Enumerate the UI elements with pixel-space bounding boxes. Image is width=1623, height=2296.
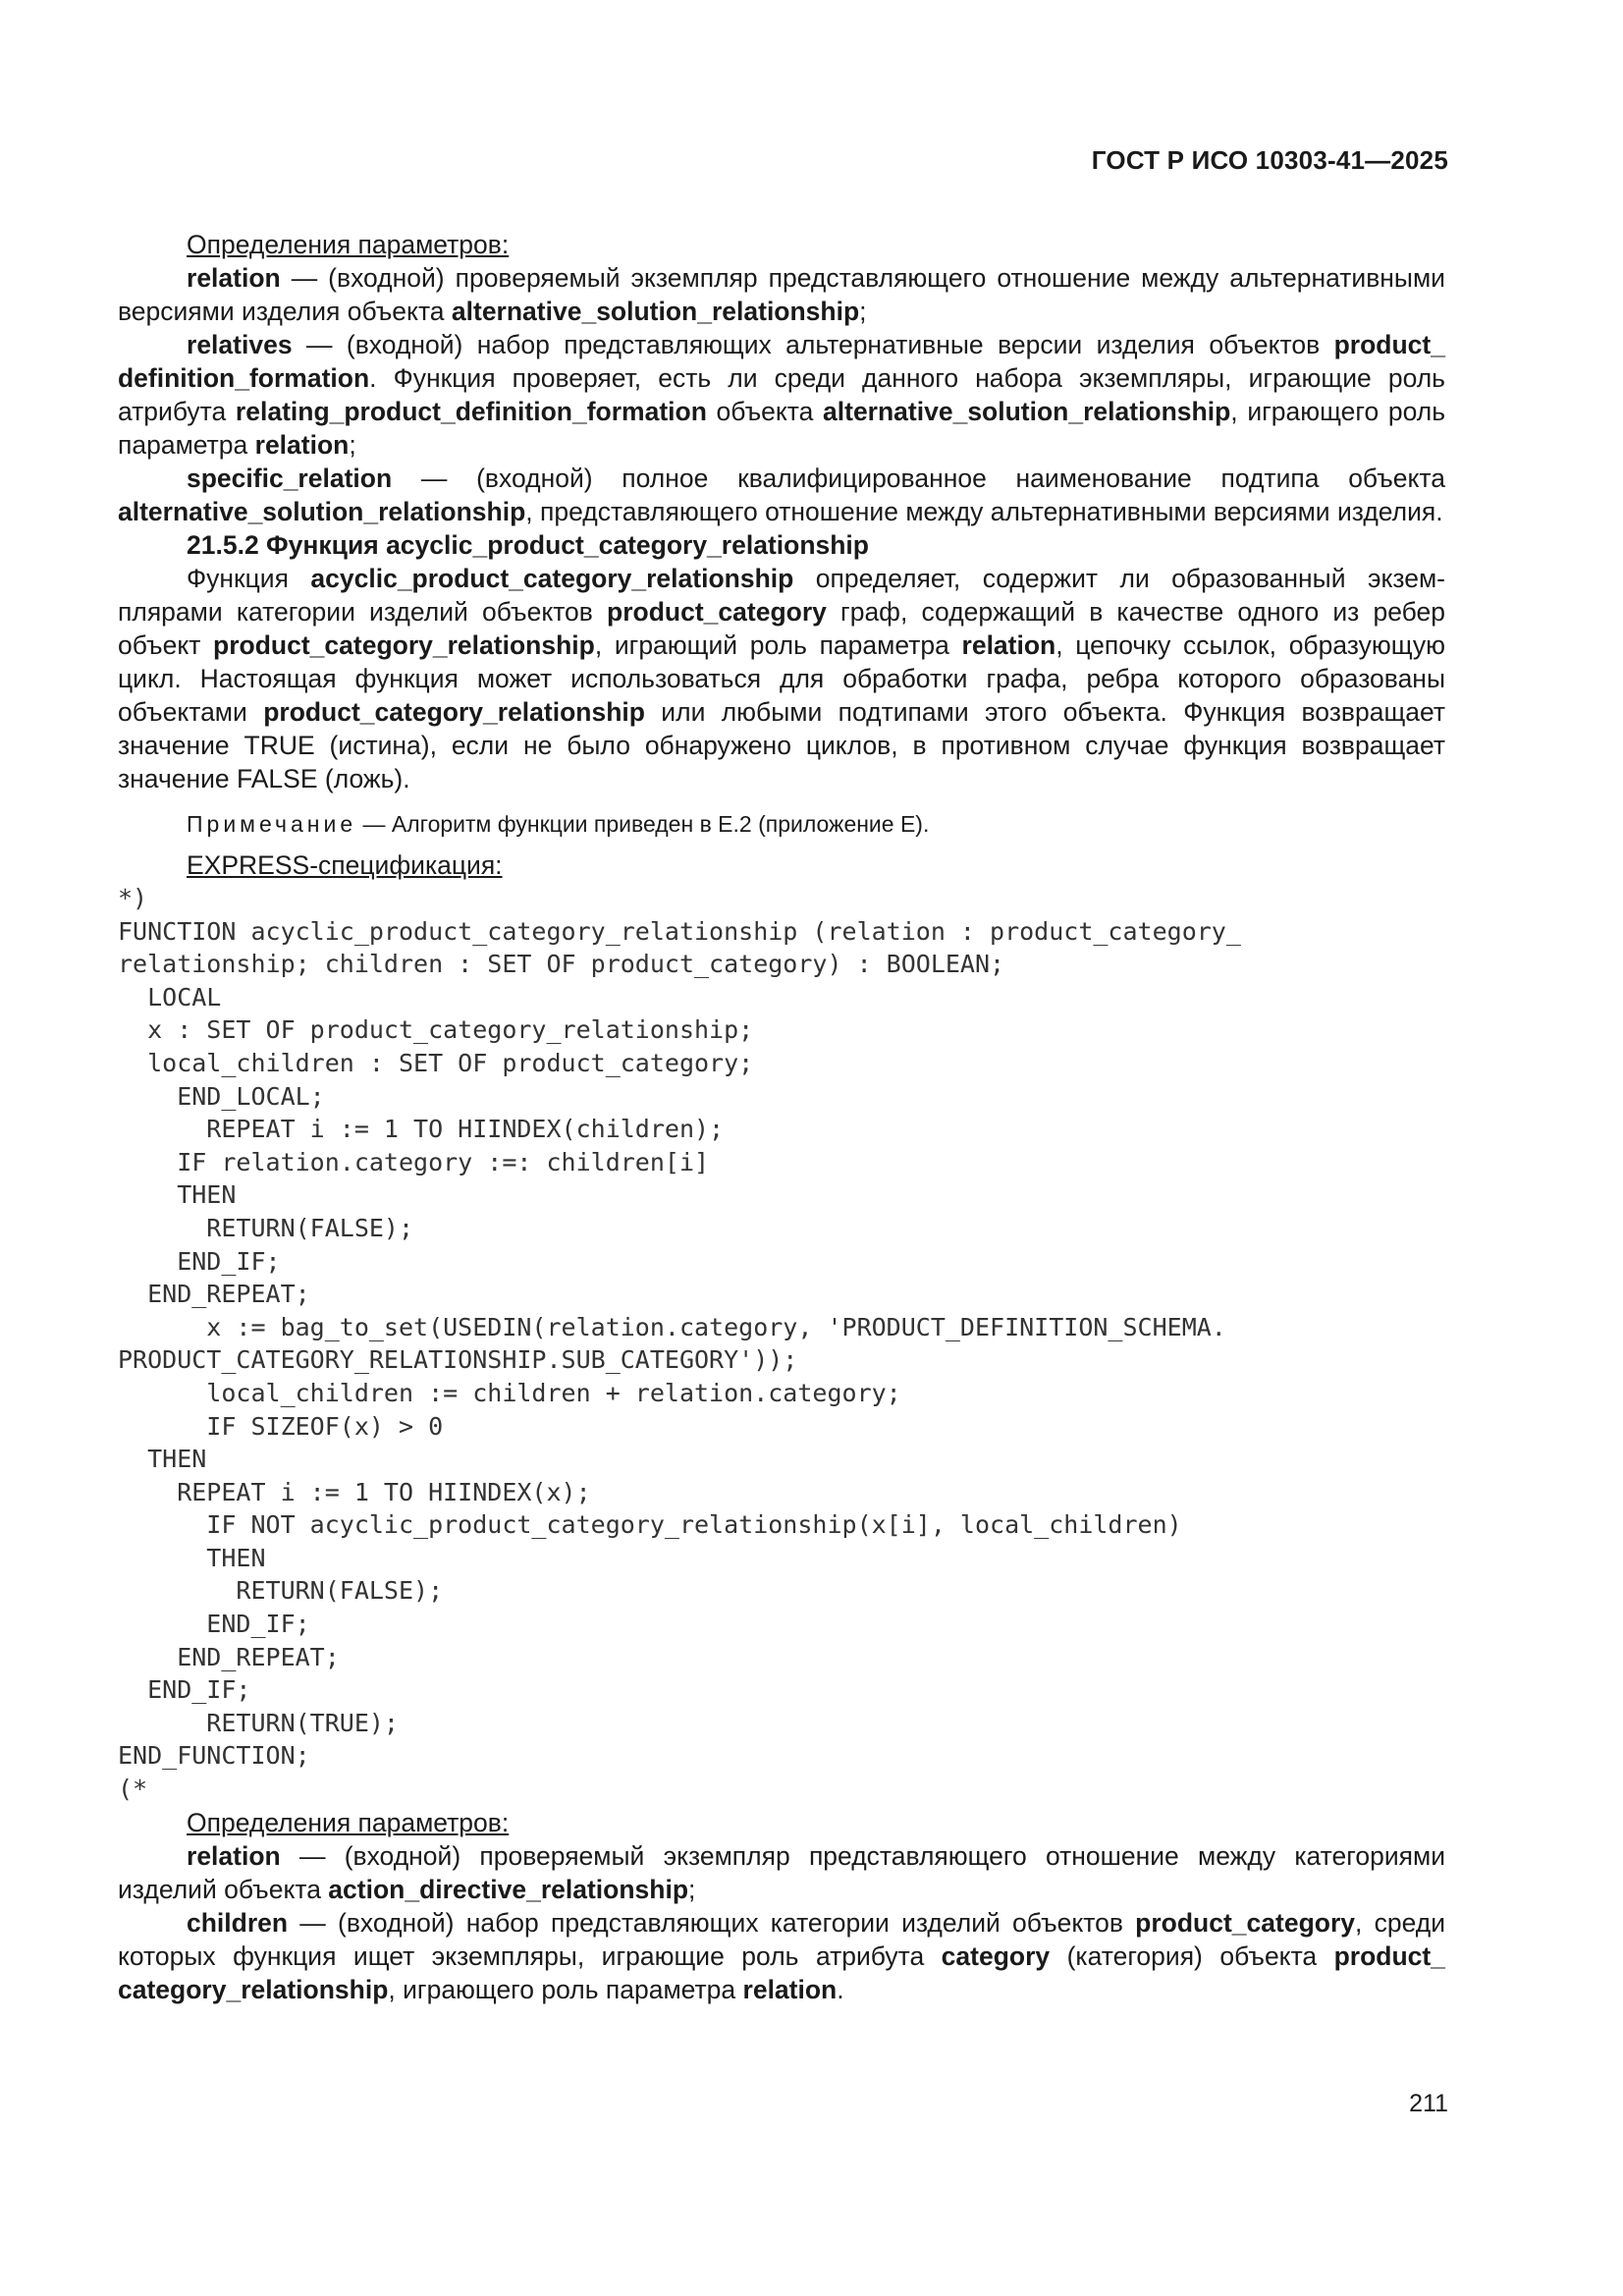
param-relation-2: relation — (входной) проверяемый экземпляр представляющего отношение между категориями изделий объекта action_directive_relationship; <box>118 1840 1445 1904</box>
param-relation: relation — (входной) проверяемый экземпляр представляющего отношение между альтернативными версиями изделия объекта alternative_solution_relationship; <box>118 263 1445 326</box>
params-heading: Определения параметров: <box>187 230 510 259</box>
standard-designation: ГОСТ Р ИСО 10303-41—2025 <box>1091 145 1448 175</box>
params-heading-2: Определения параметров: <box>187 1807 510 1837</box>
param-children: children — (входной) набор представляющих категории изделий объектов product_category, среди которых функция ищет экземпляры, играющие роль атрибута category (категория) объекта product_ category_relationship, играющего роль параметра relation. <box>118 1907 1445 2004</box>
note <box>118 809 1445 839</box>
page-number: 211 <box>1409 2090 1448 2117</box>
section-heading: 21.5.2 Функция acyclic_product_category_relationship <box>187 530 869 560</box>
param-relatives: relatives — (входной) набор представляющих альтернативные версии изделия объектов product_ definition_formation. Функция проверяет, есть ли среди данного набора экземпляры, играющие роль атрибута relating_product_definition_formation объекта alternative_solution_relationship, играющего роль параметра relation; <box>118 330 1446 460</box>
section-description: Функция acyclic_product_category_relationship определяет, содержит ли образованный экземплярами категории изделий объектов product_category граф, содержащий в качестве одного из ребер объект product_category_relationship, играющий роль параметра relation, цепочку ссылок, образующую цикл. Настоящая функция может использоваться для обработки графа, ребра которого образованы объектами product_category_relationship или любыми подтипами этого объекта. Функция возвращает значение TRUE (истина), если не было обнаружено циклов, в противном случае функция возвращает значение FALSE (ложь). <box>118 564 1446 793</box>
express-spec-label: EXPRESS-спецификация: <box>187 850 503 880</box>
page-body <box>118 228 1445 2006</box>
express-code-listing: *) FUNCTION acyclic_product_category_relationship (relation : product_category_ relationship; children : SET OF product_category) : BOOLEAN; LOCAL x : SET OF product_category_relationship; local_children : SET OF product_category; END_LOCAL; REPEAT i := 1 TO HIINDEX(children); IF relation.category :=: children[i] THEN RETURN(FALSE); END_IF; END_REPEAT; x := bag_to_set(USEDIN(relation.category, 'PRODUCT_DEFINITION_SCHEMA. PRODUCT_CATEGORY_RELATIONSHIP.SUB_CATEGORY')); local_children := children + relation.category; IF SIZEOF(x) > 0 THEN REPEAT i := 1 TO HIINDEX(x); IF NOT acyclic_product_category_relationship(x[i], local_children) THEN RETURN(FALSE); END_IF; END_REPEAT; END_IF; RETURN(TRUE); END_FUNCTION; (* <box>118 884 1241 1804</box>
note-label: Примечание <box>187 811 357 837</box>
note-text: — Алгоритм функции приведен в Е.2 (приложение Е). <box>356 811 930 837</box>
param-specific-relation: specific_relation — (входной) полное квалифицированное наименование подтипа объекта alternative_solution_relationship, представляющего отношение между альтернативными версиями изделия. <box>118 464 1445 526</box>
